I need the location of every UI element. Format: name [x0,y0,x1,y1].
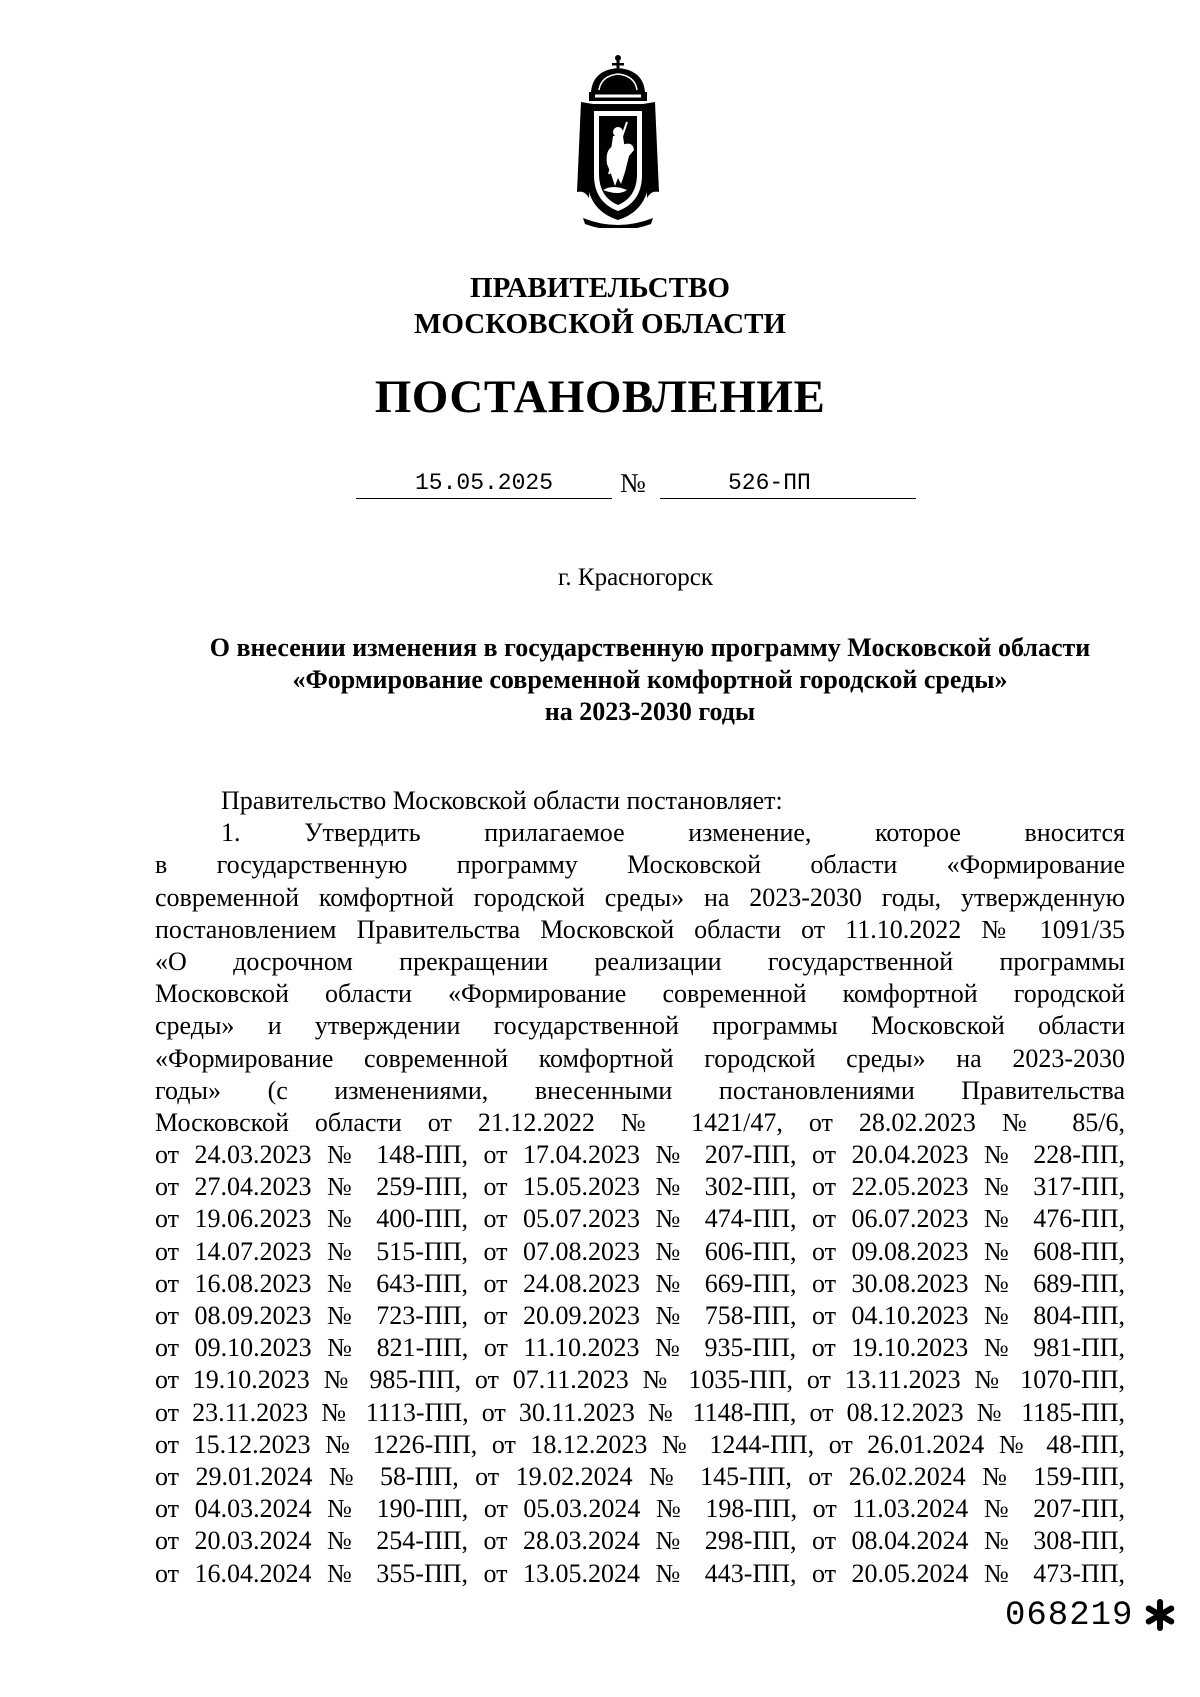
body-line: постановлением Правительства Московской области от 11.10.2022 № 1091/35 [155,914,1125,944]
body-line: современной комфортной городской среды» на 2023-2030 годы, утвержденную [155,882,1125,912]
government-title-line2: МОСКОВСКОЙ ОБЛАСТИ [413,308,786,340]
government-title-line1: ПРАВИТЕЛЬСТВО [470,272,730,304]
body-line: от 29.01.2024 № 58-ПП, от 19.02.2024 № 145-ПП, от 26.02.2024 № 159-ПП, [155,1461,1125,1491]
decree-body [155,785,1125,1590]
body-line: от 24.03.2023 № 148-ПП, от 17.04.2023 № 207-ПП, от 20.04.2023 № 228-ПП, [155,1140,1125,1170]
body-line: среды» и утверждении государственной программы Московской области [155,1011,1125,1041]
body-line: от 27.04.2023 № 259-ПП, от 15.05.2023 № 302-ПП, от 22.05.2023 № 317-ПП, [155,1172,1125,1202]
body-line: от 16.08.2023 № 643-ПП, от 24.08.2023 № 669-ПП, от 30.08.2023 № 689-ПП, [155,1268,1125,1298]
asterisk-icon [1143,1598,1177,1632]
body-line: от 19.10.2023 № 985-ПП, от 07.11.2023 № 1035-ПП, от 13.11.2023 № 1070-ПП, [155,1365,1125,1395]
body-line: «Формирование современной комфортной городской среды» на 2023-2030 [155,1043,1125,1073]
body-line: от 08.09.2023 № 723-ПП, от 20.09.2023 № 758-ПП, от 04.10.2023 № 804-ПП, [155,1301,1125,1330]
body-line: от 09.10.2023 № 821-ПП, от 11.10.2023 № 935-ПП, от 19.10.2023 № 981-ПП, [155,1333,1125,1363]
body-line: Московской области «Формирование современной комфортной городской [155,979,1125,1009]
serial-number: 068219 [1005,1597,1134,1635]
subject-line: «Формирование современной комфортной городской среды» [292,665,1008,694]
body-line: от 19.06.2023 № 400-ПП, от 05.07.2023 № 474-ПП, от 06.07.2023 № 476-ПП, [155,1204,1125,1234]
body-line: от 14.07.2023 № 515-ПП, от 07.08.2023 № 606-ПП, от 09.08.2023 № 608-ПП, [155,1236,1125,1266]
decree-date: 15.05.2025 [356,468,612,499]
body-line: от 04.03.2024 № 190-ПП, от 05.03.2024 № 198-ПП, от 11.03.2024 № 207-ПП, [155,1494,1125,1524]
number-sign: № [620,468,646,498]
registration-line [0,468,1200,504]
body-line: от 20.03.2024 № 254-ПП, от 28.03.2024 № 298-ПП, от 08.04.2024 № 308-ПП, [155,1526,1125,1556]
body-line: 1. Утвердить прилагаемое изменение, которое вносится [221,818,1125,848]
body-line: от 23.11.2023 № 1113-ПП, от 30.11.2023 № 1148-ПП, от 08.12.2023 № 1185-ПП, [155,1397,1125,1427]
body-line: от 16.04.2024 № 355-ПП, от 13.05.2024 № 443-ПП, от 20.05.2024 № 473-ПП, [155,1558,1125,1588]
moscow-oblast-coat-of-arms-icon [555,52,681,228]
decree-number: 526-ПП [728,470,811,496]
document-type-heading: ПОСТАНОВЛЕНИЕ [374,371,826,423]
subject-line: на 2023-2030 годы [544,697,756,726]
decree-number-field [660,468,916,499]
city-name: г. Красногорск [557,564,714,591]
body-line: годы» (с изменениями, внесенными постановлениями Правительства [155,1075,1125,1105]
body-line: в государственную программу Московской области «Формирование [155,850,1125,880]
preamble: Правительство Московской области постановляет: [221,786,783,815]
body-line: от 15.12.2023 № 1226-ПП, от 18.12.2023 № 1244-ПП, от 26.01.2024 № 48-ПП, [155,1429,1125,1459]
body-line: Московской области от 21.12.2022 № 1421/47, от 28.02.2023 № 85/6, [155,1107,1125,1137]
body-line: «О досрочном прекращении реализации государственной программы [155,946,1125,976]
decree-subject [150,632,1150,728]
subject-line: О внесении изменения в государственную программу Московской области [209,633,1091,662]
